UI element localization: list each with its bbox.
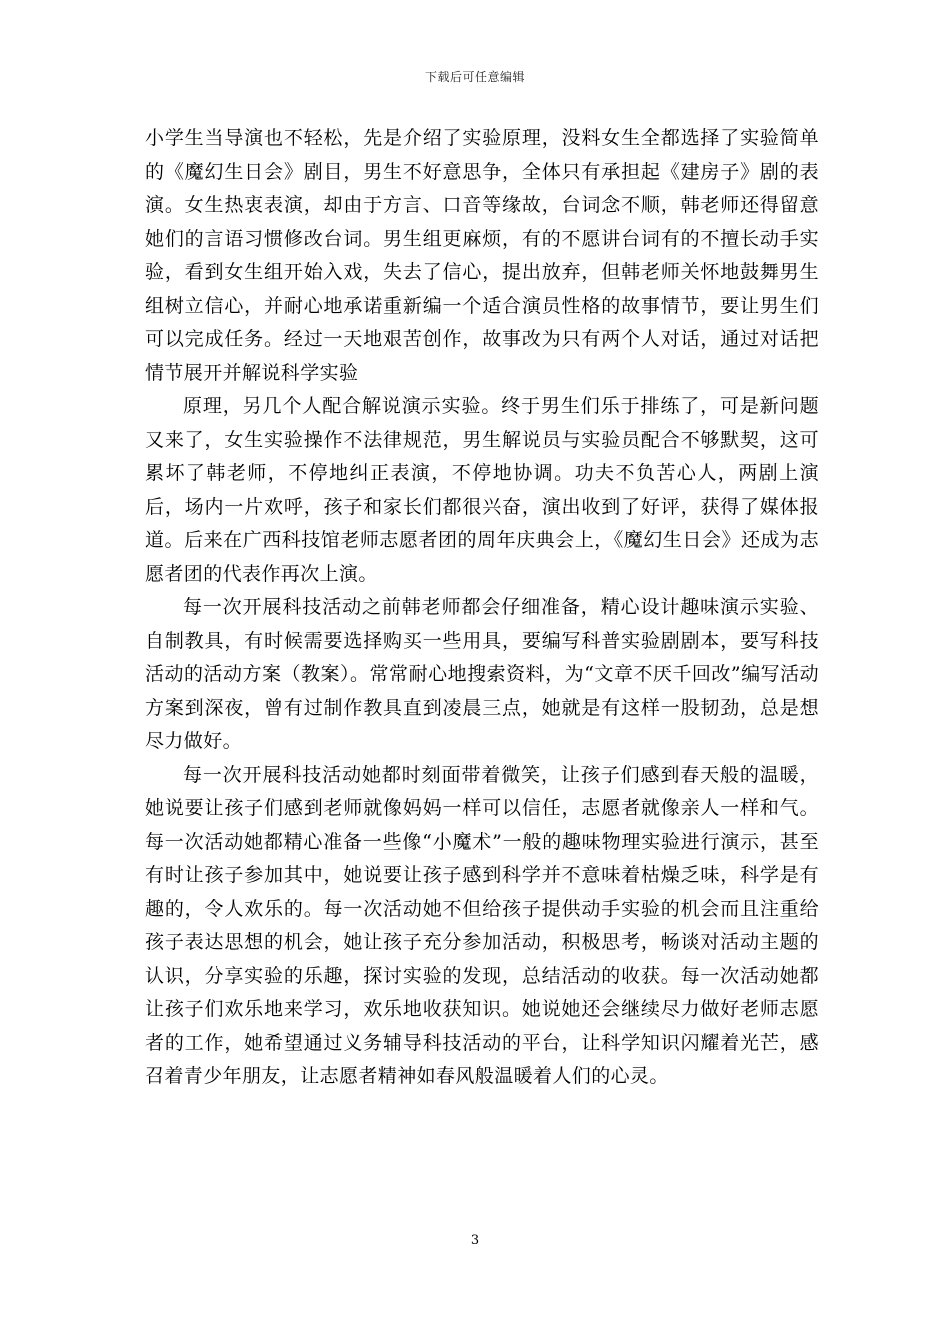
- paragraph: 每一次开展科技活动她都时刻面带着微笑，让孩子们感到春天般的温暖，她说要让孩子们感到老师就像妈妈一样可以信任，志愿者就像亲人一样和气。每一次活动她都精心准备一些像“小魔术”一般的趣味物理实验进行演示，甚至有时让孩子参加其中，她说要让孩子感到科学并不意味着枯燥乏味，科学是有趣的，令人欢乐的。每一次活动她不但给孩子提供动手实验的机会而且注重给孩子表达思想的机会，她让孩子充分参加活动，积极思考，畅谈对活动主题的认识，分享实验的乐趣，探讨实验的发现，总结活动的收获。每一次活动她都让孩子们欢乐地来学习，欢乐地收获知识。她说她还会继续尽力做好老师志愿者的工作，她希望通过义务辅导科技活动的平台，让科学知识闪耀着光芒，感召着青少年朋友，让志愿者精神如春风般温暖着人们的心灵。: [145, 763, 819, 1087]
- document-body: [145, 122, 819, 1094]
- paragraph: 原理，另几个人配合解说演示实验。终于男生们乐于排练了，可是新问题又来了，女生实验操作不法律规范，男生解说员与实验员配合不够默契，这可累坏了韩老师，不停地纠正表演，不停地协调。功夫不负苦心人，两剧上演后，场内一片欢呼，孩子和家长们都很兴奋，演出收到了好评，获得了媒体报道。后来在广西科技馆老师志愿者团的周年庆典会上，《魔幻生日会》还成为志愿者团的代表作再次上演。: [145, 395, 819, 585]
- paragraph: 每一次开展科技活动之前韩老师都会仔细准备，精心设计趣味演示实验、自制教具，有时候需要选择购买一些用具，要编写科普实验剧剧本，要写科技活动的活动方案（教案）。常常耐心地搜索资料，为“文章不厌千回改”编写活动方案到深夜，曾有过制作教具直到凌晨三点，她就是有这样一股韧劲，总是想尽力做好。: [145, 596, 819, 752]
- page-header: 下载后可任意编辑: [424, 70, 525, 84]
- page-number: 3: [470, 1233, 480, 1248]
- paragraph: 小学生当导演也不轻松，先是介绍了实验原理，没料女生全都选择了实验简单的《魔幻生日会》剧目，男生不好意思争，全体只有承担起《建房子》剧的表演。女生热衷表演，却由于方言、口音等缘故，台词念不顺，韩老师还得留意她们的言语习惯修改台词。男生组更麻烦，有的不愿讲台词有的不擅长动手实验，看到女生组开始入戏，失去了信心，提出放弃，但韩老师关怀地鼓舞男生组树立信心，并耐心地承诺重新编一个适合演员性格的故事情节，要让男生们可以完成任务。经过一天地艰苦创作，故事改为只有两个人对话，通过对话把情节展开并解说科学实验: [145, 127, 819, 384]
